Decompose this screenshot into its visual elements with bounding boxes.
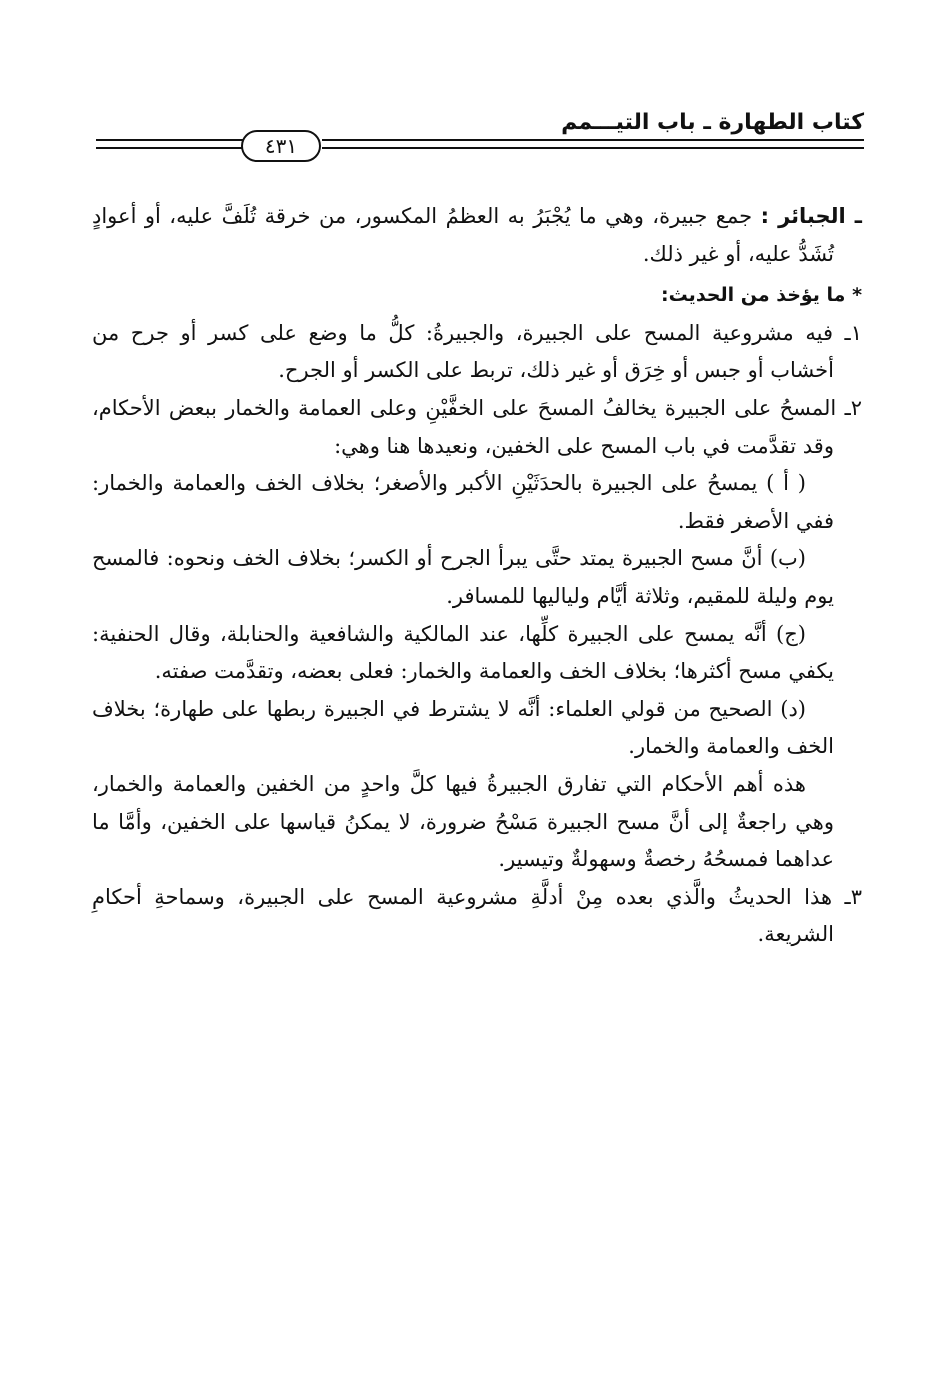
header-rule-right-top xyxy=(322,139,864,141)
sub-item-c: (ج) أنَّه يمسح على الجبيرة كلِّها، عند المالكية والشافعية والحنابلة، وقال الحنفية: يكفي مسح أكثرها؛ بخلاف الخف والعمامة والخمار: فعلى بعضه، وتقدَّمت صفته. xyxy=(92,621,834,684)
header-rule-left-top xyxy=(96,139,244,141)
sub-item-a: ( أ ) يمسحُ على الجبيرة بالحدَثَيْنِ الأكبر والأصغر؛ بخلاف الخف والعمامة والخمار: ففي الأصغر فقط. xyxy=(92,471,834,533)
section-heading: * ما يؤخذ من الحديث: xyxy=(660,284,862,307)
header-rule-right-bottom xyxy=(322,147,864,149)
summary-paragraph: هذه أهم الأحكام التي تفارق الجبيرةُ فيها كلَّ واحدٍ من الخفين والعمامة والخمار، وهي راجعةٌ إلى أنَّ مسح الجبيرة مَسْحُ ضرورة، لا يمكنُ قياسها على الخفين، وأمَّا ما عداهما فمسحُهُ رخصةٌ وسهولةٌ وتيسير. xyxy=(92,771,834,872)
sub-item-d: (د) الصحيح من قولي العلماء: أنَّه لا يشترط في الجبيرة ربطها على طهارة؛ بخلاف الخف والعمامة والخمار. xyxy=(92,696,834,759)
definition-text: جمع جبيرة، وهي ما يُجْبَرُ به العظمُ المكسور، من خرقة تُلَفَّ عليه، أو أعوادٍ تُشَدُّ عليه، أو غير ذلك. xyxy=(92,204,834,266)
definition-paragraph xyxy=(92,198,862,273)
page-number: ٤٣١ xyxy=(241,130,321,162)
definition-term: ـ الجبائر : xyxy=(760,204,862,228)
page-header xyxy=(96,110,864,170)
list-item-3: ٣ـ هذا الحديثُ والَّذي بعده مِنْ أدلَّةِ مشروعية المسح على الجبيرة، وسماحةِ أحكامِ الشريعة. xyxy=(92,884,862,947)
sub-item-b: (ب) أنَّ مسح الجبيرة يمتد حتَّى يبرأ الجرح أو الكسر؛ بخلاف الخف ونحوه: فالمسح يوم وليلة للمقيم، وثلاثة أيَّام ولياليها للمسافر. xyxy=(92,546,834,608)
list-item-2: ٢ـ المسحُ على الجبيرة يخالفُ المسحَ على الخفَّيْنِ وعلى العمامة والخمار ببعض الأحكام، وقد تقدَّمت في باب المسح على الخفين، ونعيدها هنا وهي: xyxy=(92,395,862,458)
header-rule-left-bottom xyxy=(96,147,244,149)
page-body xyxy=(92,198,862,954)
running-title: كتاب الطهارة ـ باب التيـــمم xyxy=(561,110,864,135)
list-item-1: ١ـ فيه مشروعية المسح على الجبيرة، والجبيرةُ: كلُّ ما وضع على كسر أو جرح من أخشاب أو جبس أو خِرَق أو غير ذلك، تربط على الكسر أو الجرح. xyxy=(92,320,862,383)
